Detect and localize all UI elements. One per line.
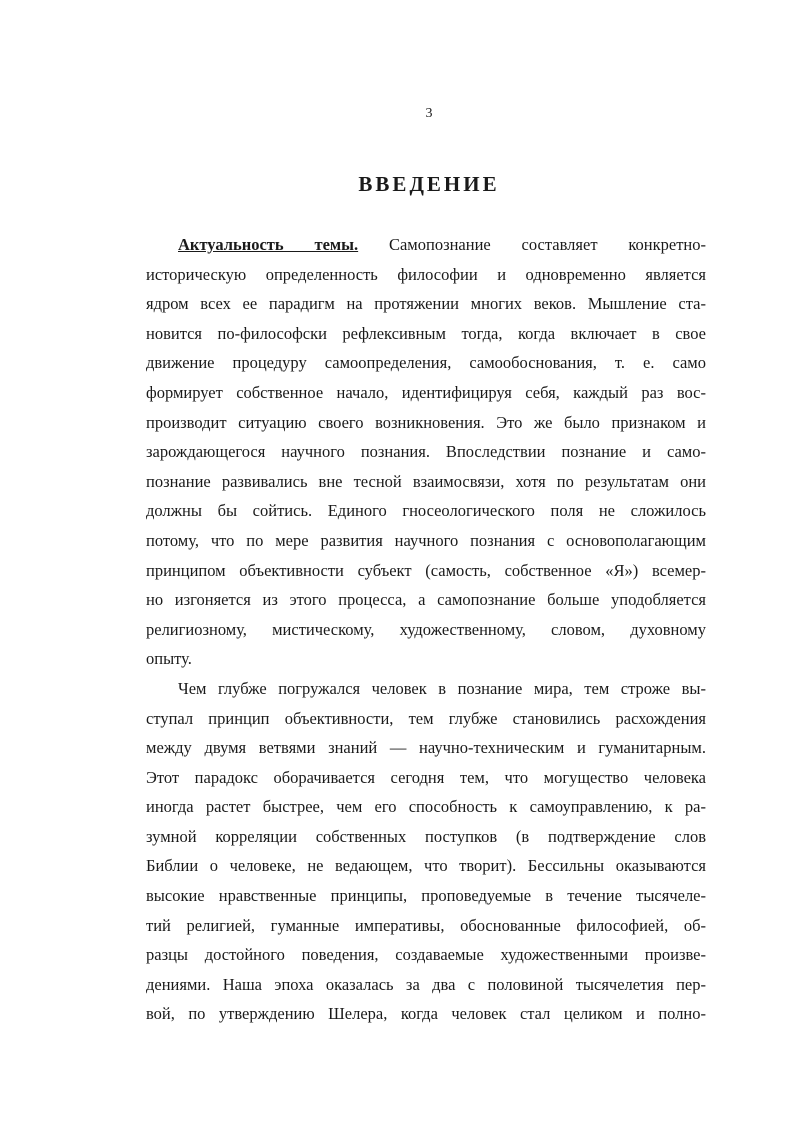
paragraph-1-line: формирует собственное начало, идентифицируя себя, каждый раз вос- — [146, 382, 706, 402]
paragraph-2-line: между двумя ветвями знаний — научно-техническим и гуманитарным. — [146, 738, 706, 758]
paragraph-1-line: движение процедуру самоопределения, самообоснования, т. е. само — [146, 353, 706, 373]
body-text — [146, 230, 706, 1029]
section-heading: ВВЕДЕНИЕ — [358, 172, 500, 196]
paragraph-2-line: ступал принцип объективности, тем глубже становились расхождения — [146, 708, 706, 728]
paragraph-1-line: опыту. — [146, 649, 192, 669]
paragraph-2-line: разцы достойного поведения, создаваемые художественными произве- — [146, 945, 706, 965]
paragraph-1-line: историческую определенность философии и одновременно является — [146, 264, 706, 284]
paragraph-1-line: религиозному, мистическому, художественному, словом, духовному — [146, 619, 706, 639]
paragraph-2-line: высокие нравственные принципы, проповедуемые в течение тысячеле- — [146, 886, 706, 906]
paragraph-1-line: должны бы сойтись. Единого гносеологического поля не сложилось — [146, 501, 706, 521]
paragraph-2-line: Библии о человеке, не ведающем, что творит). Бессильны оказываются — [146, 856, 706, 876]
paragraph-2-line: иногда растет быстрее, чем его способность к самоуправлению, к ра- — [146, 797, 706, 817]
paragraph-2-line: тий религией, гуманные императивы, обоснованные философией, об- — [146, 915, 706, 935]
paragraph-2-line: вой, по утверждению Шелера, когда человек стал целиком и полно- — [146, 1004, 706, 1024]
paragraph-1-line: ядром всех ее парадигм на протяжении многих веков. Мышление ста- — [146, 294, 706, 314]
paragraph-1-line — [146, 230, 706, 260]
paragraph-1-line: производит ситуацию своего возникновения. Это же было признаком и — [146, 412, 706, 432]
paragraph-1-line: познание развивались вне тесной взаимосвязи, хотя по результатам они — [146, 471, 706, 491]
paragraph-2-line: зумной корреляции собственных поступков (в подтверждение слов — [146, 826, 706, 846]
paragraph-1-line: зарождающегося научного познания. Впоследствии познание и само- — [146, 442, 706, 462]
paragraph-2-line: Этот парадокс оборачивается сегодня тем, что могущество человека — [146, 767, 706, 787]
paragraph-1-line: принципом объективности субъект (самость, собственное «Я») всемер- — [146, 560, 706, 580]
paragraph-1-first-line-text: Самопознание составляет конкретно- — [388, 235, 706, 254]
paragraph-1-line: но изгоняется из этого процесса, а самопознание больше уподобляется — [146, 590, 706, 610]
paragraph-1-line: новится по-философски рефлексивным тогда, когда включает в свое — [146, 323, 706, 343]
page-number: 3 — [425, 106, 433, 121]
paragraph-2-line: дениями. Наша эпоха оказалась за два с половиной тысячелетия пер- — [146, 974, 706, 994]
topic-relevance-subtitle: Актуальность темы. — [178, 235, 359, 254]
paragraph-1-line: потому, что по мере развития научного познания с основополагающим — [146, 530, 706, 550]
paragraph-2-line: Чем глубже погружался человек в познание мира, тем строже вы- — [178, 678, 706, 698]
